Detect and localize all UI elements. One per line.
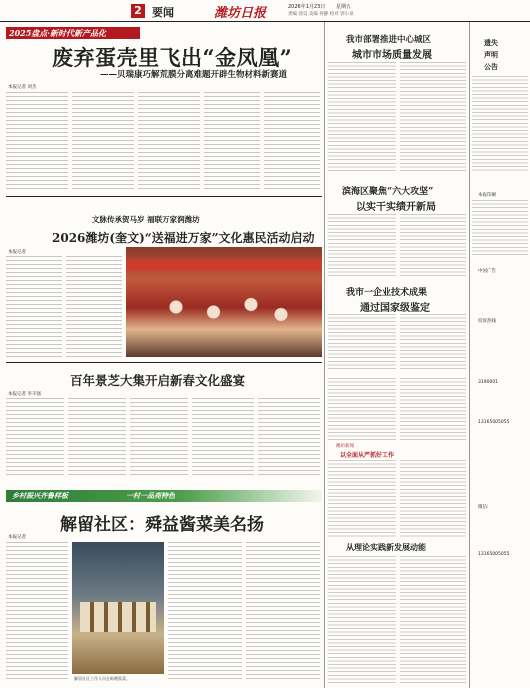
story1-subhead: ——贝瑞康巧解荒膜分离难题开辟生物材料新赛道 xyxy=(100,70,288,80)
story9-text-col2 xyxy=(400,556,466,684)
story1-byline: 本报记者 刘杰 xyxy=(8,85,37,90)
story3-text-col2 xyxy=(68,398,126,478)
sidebar-phone-3: 13165005055 xyxy=(478,552,510,557)
banner xyxy=(6,27,140,39)
story6-text-col2 xyxy=(400,214,466,276)
story1-text-col3 xyxy=(138,92,200,192)
story4-text-col1 xyxy=(6,542,68,682)
story4-byline: 本报记者 xyxy=(8,535,26,540)
story2-byline: 本报记者 xyxy=(8,250,26,255)
photo-crowd xyxy=(146,287,296,337)
story8-kicker: 潍坊新闻 xyxy=(336,444,354,449)
weekday: 星期五 xyxy=(336,4,352,10)
story7-text-col1 xyxy=(328,314,396,370)
ribbon-right: 一村一品亮特色 xyxy=(126,491,175,500)
story3-text-col1 xyxy=(6,398,64,478)
sidebar-title-2: 声明 xyxy=(484,50,498,59)
story3-text-col5 xyxy=(258,398,320,478)
story4-headline: 解留社区：舜益酱菜美名扬 xyxy=(60,515,264,535)
story8-text-col2 xyxy=(400,460,466,538)
ribbon-left: 乡村振兴齐鲁样板 xyxy=(12,491,68,500)
story7b-text-col1 xyxy=(328,378,396,440)
page-header xyxy=(0,0,530,22)
sidebar-notice-text xyxy=(472,76,528,172)
story6-line2: 以实干实绩开新局 xyxy=(356,202,436,213)
divider xyxy=(6,362,322,363)
date-line: 2026年1月23日 xyxy=(288,4,326,10)
story8-text-col1 xyxy=(328,460,396,538)
rural-ribbon xyxy=(6,490,322,502)
story3-text-col4 xyxy=(192,398,254,478)
sidebar-phone-1: 3190001 xyxy=(478,380,499,385)
story1-headline: 废弃蛋壳里飞出“金凤凰” xyxy=(52,45,293,70)
editors-line: 责编 徐昊 美编 何静 校对 郭小泉 xyxy=(288,12,354,17)
pickle-photo xyxy=(72,542,164,674)
story1-text-col4 xyxy=(204,92,260,192)
page-number: 2 xyxy=(131,4,145,18)
story2-text-col1 xyxy=(6,256,62,360)
story9-line1: 从理论实践新发展动能 xyxy=(346,542,426,552)
story2-text-col2 xyxy=(66,256,122,360)
story8-line1: 以全面从严抓好工作 xyxy=(340,452,395,459)
sidebar-wechat-label: 微信: xyxy=(478,505,489,510)
story1-text-col1 xyxy=(6,92,68,192)
story3-text-col3 xyxy=(130,398,188,478)
sidebar-tel-label: 投诉热线 xyxy=(478,319,496,324)
story7b-text-col2 xyxy=(400,378,466,440)
photo-banner-strip xyxy=(126,259,322,271)
banner-label: 2025盘点·新时代新产品化 xyxy=(9,28,107,38)
divider xyxy=(6,196,322,197)
sidebar-phone-2: 13165005055 xyxy=(478,420,510,425)
story5-line1: 我市部署推进中心城区 xyxy=(346,35,432,45)
story5-text-col2 xyxy=(400,62,466,172)
story7-line1: 我市一企业技术成果 xyxy=(346,288,428,298)
story3-byline: 本报记者 李辛强 xyxy=(8,392,41,397)
paper-name: 潍坊日报 xyxy=(214,6,267,21)
event-photo xyxy=(126,247,322,357)
column-rule xyxy=(324,22,325,688)
sidebar-rule xyxy=(469,22,470,688)
story7-text-col2 xyxy=(400,314,466,370)
sidebar-block-2 xyxy=(472,200,528,256)
story1-text-col2 xyxy=(72,92,134,192)
story6-line1: 滨海区聚焦“六大攻坚” xyxy=(342,187,434,197)
story9-text-col1 xyxy=(328,556,396,684)
sidebar-print-label: 本报印刷 xyxy=(478,193,496,198)
sidebar-ad-label: 中国广告 xyxy=(478,269,496,274)
photo-caption: 解留社区工作人员在晾晒酱菜。 xyxy=(74,676,130,681)
story6-text-col1 xyxy=(328,214,396,276)
story3-headline: 百年景芝大集开启新春文化盛宴 xyxy=(70,373,246,388)
story5-text-col1 xyxy=(328,62,396,172)
sidebar-title-3: 公告 xyxy=(484,62,498,71)
story7-line2: 通过国家级鉴定 xyxy=(360,303,430,314)
sidebar-title-1: 遗失 xyxy=(484,38,498,47)
photo-jar-row xyxy=(80,602,156,632)
story5-line2: 城市市场质量发展 xyxy=(352,50,432,61)
story4-text-col3 xyxy=(246,542,320,682)
story1-text-col5 xyxy=(264,92,320,192)
story4-text-col2 xyxy=(168,542,242,682)
section-label: 要闻 xyxy=(152,6,174,19)
header-rule xyxy=(0,21,530,22)
story2-kicker: 文脉传承贺马岁 福联万家润潍坊 xyxy=(92,215,200,224)
story2-headline: 2026潍坊(奎文)“送福进万家”文化惠民活动启动 xyxy=(52,231,315,245)
